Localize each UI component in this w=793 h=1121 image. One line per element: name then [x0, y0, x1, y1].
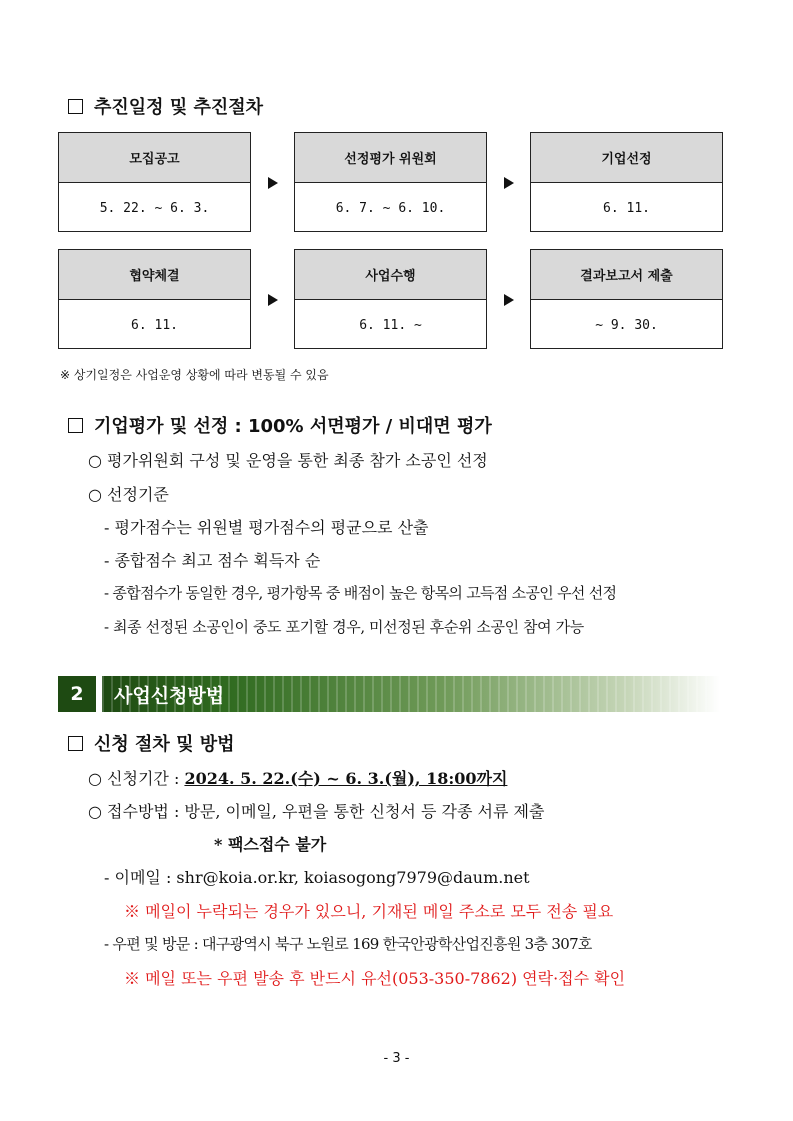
section-title: 사업신청방법	[102, 676, 720, 712]
post-line: - 우편 및 방문 : 대구광역시 북구 노원로 169 한국안광학산업진흥원 3층 307호	[104, 935, 592, 953]
checkbox-square-icon	[68, 99, 83, 114]
step-label: 사업수행	[295, 250, 486, 300]
step-box-4	[58, 249, 251, 349]
step-date: 6. 11.	[603, 200, 650, 216]
evaluation-heading	[68, 412, 492, 438]
arrow-right-icon	[268, 294, 278, 306]
step-label: 선정평가 위원회	[295, 133, 486, 183]
section-number: 2	[58, 676, 96, 712]
application-heading-text: 신청 절차 및 방법	[94, 734, 235, 755]
step-label: 모집공고	[59, 133, 250, 183]
email-note: ※ 메일이 누락되는 경우가 있으니, 기재된 메일 주소로 모두 전송 필요	[124, 902, 614, 921]
step-box-5	[294, 249, 487, 349]
step-date: ~ 9. 30.	[595, 317, 658, 333]
apply-period-value: 2024. 5. 22.(수) ~ 6. 3.(월), 18:00까지	[184, 769, 508, 788]
eval-bullet-1: ○ 평가위원회 구성 및 운영을 통한 최종 참가 소공인 선정	[88, 451, 488, 470]
schedule-heading-text: 추진일정 및 추진절차	[94, 97, 264, 118]
step-date: 5. 22. ~ 6. 3.	[99, 200, 210, 216]
step-date: 6. 11. ~	[359, 317, 422, 333]
eval-criteria-3: - 종합점수가 동일한 경우, 평가항목 중 배점이 높은 항목의 고득점 소공인 우선 선정	[104, 584, 617, 602]
eval-criteria-4: - 최종 선정된 소공인이 중도 포기할 경우, 미선정된 후순위 소공인 참여 가능	[104, 618, 584, 636]
eval-criteria-1: - 평가점수는 위원별 평가점수의 평균으로 산출	[104, 518, 429, 537]
step-box-1	[58, 132, 251, 232]
step-label: 협약체결	[59, 250, 250, 300]
arrow-right-icon	[504, 177, 514, 189]
email-line: - 이메일 : shr@koia.or.kr, koiasogong7979@daum.net	[104, 868, 530, 887]
step-label: 결과보고서 제출	[531, 250, 722, 300]
step-box-2	[294, 132, 487, 232]
arrow-right-icon	[268, 177, 278, 189]
no-fax-note: * 팩스접수 불가	[214, 835, 327, 854]
section-header	[58, 676, 720, 712]
schedule-heading	[68, 93, 263, 119]
apply-period	[88, 766, 507, 789]
step-label: 기업선정	[531, 133, 722, 183]
checkbox-square-icon	[68, 736, 83, 751]
schedule-note: ※ 상기일정은 사업운영 상황에 따라 변동될 수 있음	[60, 368, 329, 382]
eval-bullet-2: ○ 선정기준	[88, 485, 169, 504]
step-date: 6. 11.	[131, 317, 178, 333]
apply-period-label: ○ 신청기간 :	[88, 769, 185, 788]
checkbox-square-icon	[68, 418, 83, 433]
step-box-3	[530, 132, 723, 232]
step-box-6	[530, 249, 723, 349]
step-date: 6. 7. ~ 6. 10.	[335, 200, 446, 216]
eval-criteria-2: - 종합점수 최고 점수 획득자 순	[104, 551, 321, 570]
post-note: ※ 메일 또는 우편 발송 후 반드시 유선(053-350-7862) 연락·접수 확인	[124, 969, 626, 988]
apply-method: ○ 접수방법 : 방문, 이메일, 우편을 통한 신청서 등 각종 서류 제출	[88, 802, 545, 821]
application-heading	[68, 730, 235, 756]
page-number: - 3 -	[383, 1051, 410, 1066]
arrow-right-icon	[504, 294, 514, 306]
evaluation-heading-text: 기업평가 및 선정 : 100% 서면평가 / 비대면 평가	[94, 416, 492, 437]
